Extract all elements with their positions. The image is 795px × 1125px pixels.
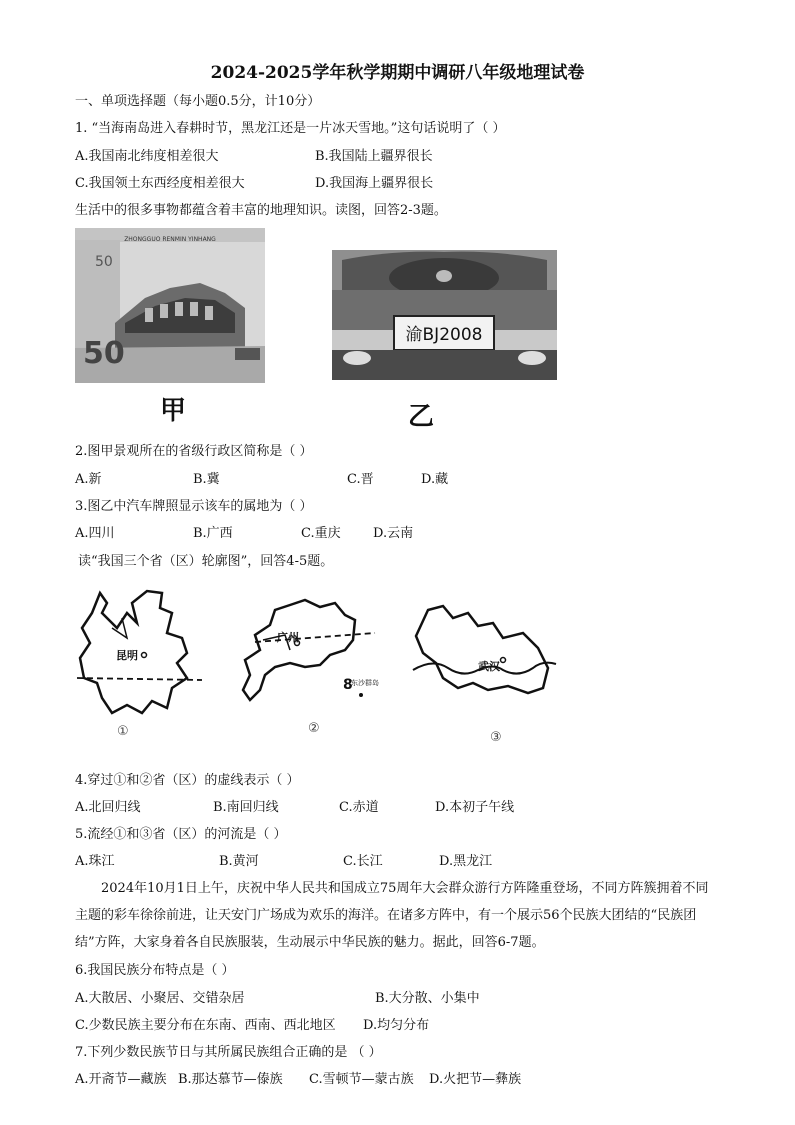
map-2-number: ② [308, 721, 320, 736]
intro-4-5: 读“我国三个省（区）轮廓图”，回答4-5题。 [78, 554, 334, 569]
q1-option-a: A.我国南北纬度相差很大 [75, 149, 219, 164]
q7-option-a: A.开斋节—藏族 [75, 1072, 167, 1087]
q3-option-c: C.重庆 [301, 526, 341, 541]
province-map-3 [408, 598, 558, 748]
q3-option-b: B.广西 [193, 526, 233, 541]
page-title: 2024-2025学年秋学期期中调研八年级地理试卷 [210, 63, 585, 83]
q2-option-d: D.藏 [421, 472, 449, 487]
q5-option-c: C.长江 [343, 854, 383, 869]
banknote-figure [75, 228, 265, 383]
question-5-stem: 5.流经①和③省（区）的河流是（ ） [75, 827, 287, 842]
q7-option-c: C.雪顿节—蒙古族 [309, 1072, 414, 1087]
question-3-stem: 3.图乙中汽车牌照显示该车的属地为（ ） [75, 499, 313, 514]
q4-option-d: D.本初子午线 [435, 800, 515, 815]
province-map-1 [72, 583, 207, 743]
license-plate-text: 渝BJ2008 [405, 325, 483, 345]
question-2-stem: 2.图甲景观所在的省级行政区简称是（ ） [75, 444, 313, 459]
province-map-2 [235, 595, 380, 745]
q2-option-b: B.冀 [193, 472, 220, 487]
figure-label-jia: 甲 [160, 396, 187, 426]
q3-option-a: A.四川 [75, 526, 115, 541]
intro-2-3: 生活中的很多事物都蕴含着丰富的地理知识。读图，回答2-3题。 [75, 203, 447, 218]
q6-option-a: A.大散居、小聚居、交错杂居 [75, 991, 245, 1006]
section-heading: 一、单项选择题（每小题0.5分，计10分） [75, 94, 321, 109]
map-1-number: ① [117, 724, 129, 739]
q7-option-b: B.那达慕节—傣族 [178, 1072, 283, 1087]
city-kunming: 昆明 [116, 649, 138, 662]
banknote-header: ZHONGGUO RENMIN YINHANG [124, 236, 216, 243]
q2-option-c: C.晋 [347, 472, 374, 487]
question-7-stem: 7.下列少数民族节日与其所属民族组合正确的是 （ ） [75, 1045, 382, 1060]
q4-option-b: B.南回归线 [213, 800, 279, 815]
car-plate-figure [332, 250, 557, 380]
banknote-value-large: 50 [83, 336, 125, 371]
city-wuhan: 武汉 [478, 660, 500, 673]
passage-6-7: 2024年10月1日上午，庆祝中华人民共和国成立75周年大会群众游行方阵隆重登场，不同方阵簇拥着不同主题的彩车徐徐前进，让天安门广场成为欢乐的海洋。在诸多方阵中，有一个展示56个民族大团结的“民族团结”方阵，大家身着各自民族服装，生动展示中华民族的魅力。据此，回答6-7题。 [75, 881, 709, 950]
q2-option-a: A.新 [75, 472, 102, 487]
q1-option-d: D.我国海上疆界很长 [315, 176, 434, 191]
q1-option-c: C.我国领土东西经度相差很大 [75, 176, 245, 191]
svg-text:8: 8 [343, 677, 353, 693]
island-dongsha: 东沙群岛 [351, 679, 379, 687]
question-4-stem: 4.穿过①和②省（区）的虚线表示（ ） [75, 773, 300, 788]
q4-option-c: C.赤道 [339, 800, 379, 815]
city-guangzhou: 广州 [277, 631, 299, 644]
q4-option-a: A.北回归线 [75, 800, 141, 815]
figure-label-yi: 乙 [408, 402, 435, 432]
map-3-number: ③ [490, 730, 502, 745]
q6-option-d: D.均匀分布 [363, 1018, 430, 1033]
q5-option-b: B.黄河 [219, 854, 259, 869]
banknote-value-small: 50 [95, 254, 113, 270]
q1-option-b: B.我国陆上疆界很长 [315, 149, 433, 164]
q7-option-d: D.火把节—彝族 [429, 1072, 522, 1087]
q5-option-a: A.珠江 [75, 854, 115, 869]
q6-option-b: B.大分散、小集中 [375, 991, 480, 1006]
q6-option-c: C.少数民族主要分布在东南、西南、西北地区 [75, 1018, 336, 1033]
question-6-stem: 6.我国民族分布特点是（ ） [75, 963, 235, 978]
q5-option-d: D.黑龙江 [439, 854, 493, 869]
question-1-stem: 1. “当海南岛进入春耕时节，黑龙江还是一片冰天雪地。”这句话说明了（ ） [75, 121, 506, 136]
q3-option-d: D.云南 [373, 526, 414, 541]
